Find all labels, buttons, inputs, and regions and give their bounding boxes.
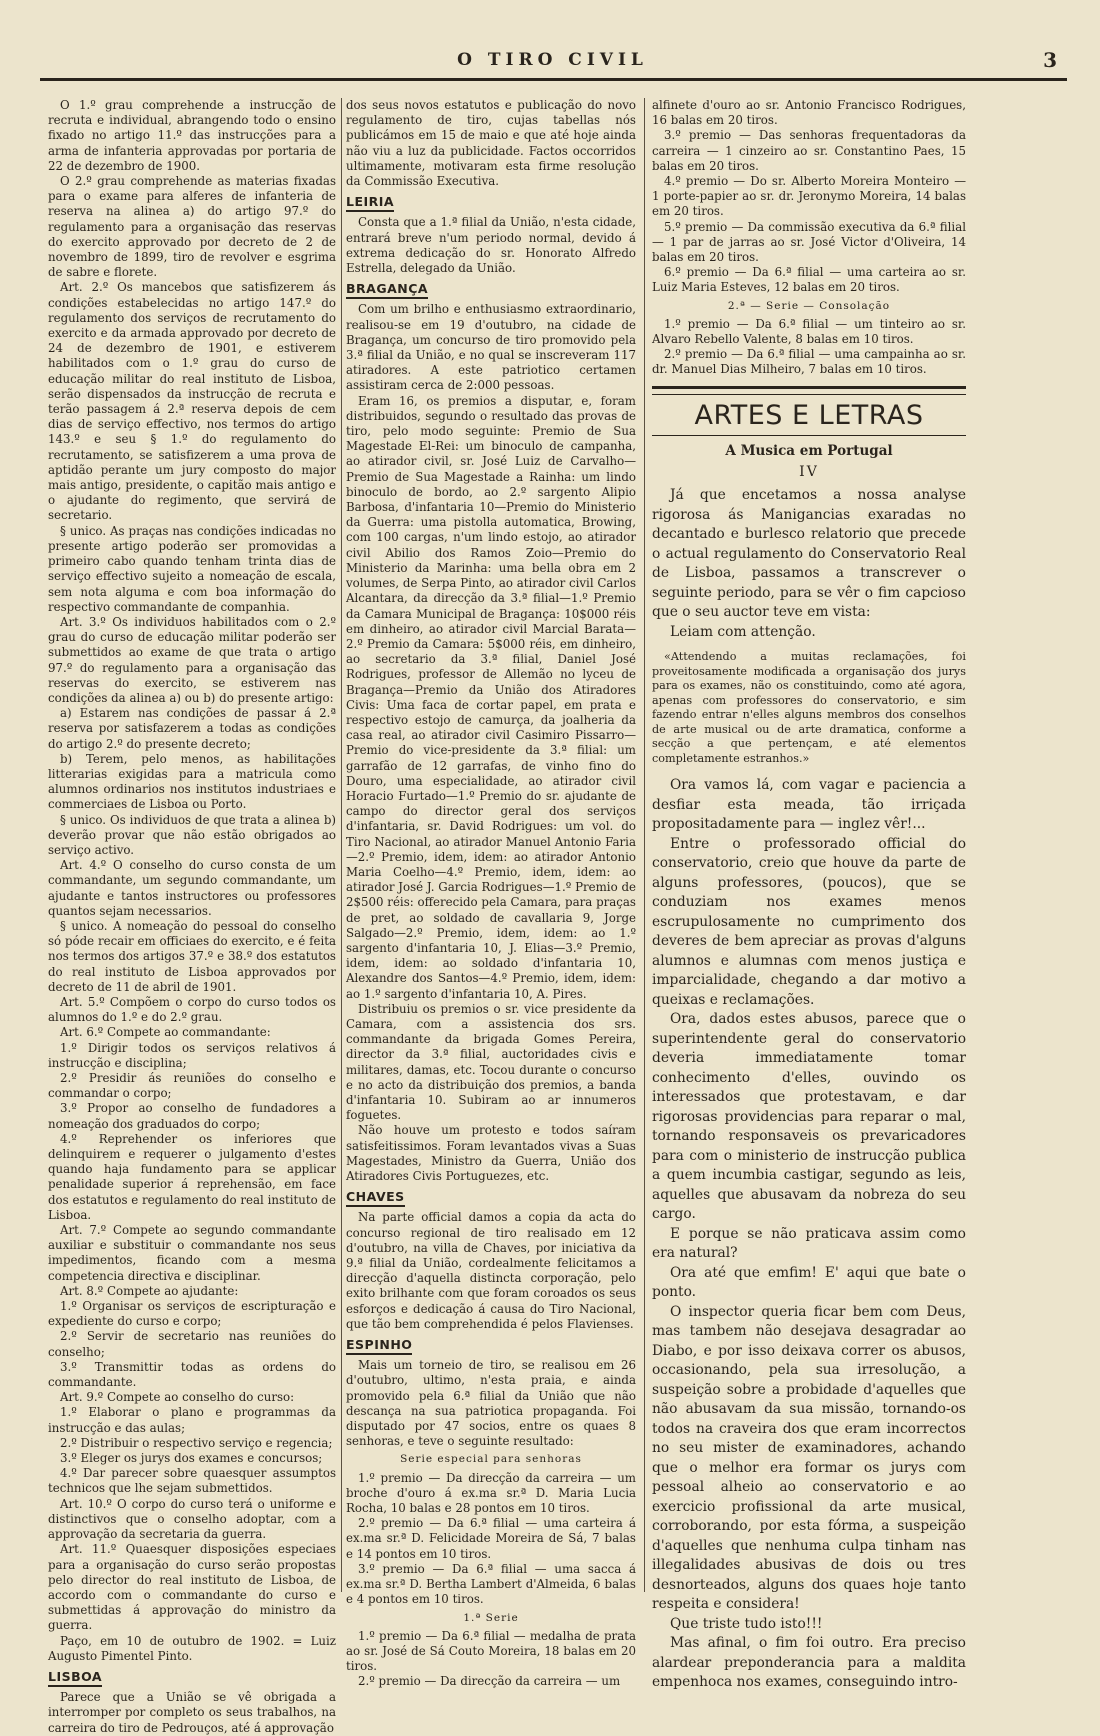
artes-e-letras-title: ARTES E LETRAS [694,399,924,431]
decree-paragraph: 1.º Organisar os serviços de escripturação e expediente do curso e corpo; [48,1299,336,1329]
section-heading-braganca: BRAGANÇA [346,281,428,299]
serie-2-label: 2.ª — Serie — Consolação [727,299,891,312]
prize-entry: 2.º premio — Da 6.ª filial — uma carteira á ex.ma sr.ª D. Felicidade Moreira de Sá, 7 balas e 14 pontos em 10 tiros. [346,1516,636,1561]
decree-paragraph: Art. 7.º Compete ao segundo commandante auxiliar e substituir o commandante nos seus impedimentos, ficando com a mesma competencia directiva e disciplinar. [48,1223,336,1283]
prize-entry: 1.º premio — Da direcção da carreira — um broche d'ouro á ex.ma sr.ª D. Maria Lucia Rocha, 10 balas e 28 pontos em 10 tiros. [346,1470,636,1516]
artes-quote: «Attendendo a muitas reclamações, foi proveitosamente modificada a organisação dos jurys para os exames, não os constituindo, como até agora, apenas com professores do conservatorio, e sim fazendo entrar n'elles alguns membros dos conselhos de arte musical ou de arte dramatica, conforme a secção a que pertençam, e até elementos completamente estranhos.» [652,650,966,765]
decree-paragraph: 1.º Elaborar o plano e programmas da instrucção e das aulas; [48,1405,336,1435]
decree-paragraph: Art. 11.º Quaesquer disposições especiaes para a organisação do curso serão propostas pelo director do real instituto de Lisboa, de accordo com o commandante do curso e submettidas á approvação do ministro da guerra. [48,1542,336,1633]
prize-entry: 2.º premio — Da 6.ª filial — uma campainha ao sr. dr. Manuel Dias Milheiro, 7 balas em 10 tiros. [652,347,966,377]
prize-entry: 2.º premio — Da direcção da carreira — um [358,1674,621,1689]
prize-entry: 3.º premio — Das senhoras frequentadoras da carreira — 1 cinzeiro ao sr. Constantino Paes, 15 balas em 20 tiros. [652,128,966,173]
artes-intro: Já que encetamos a nossa analyse rigorosa ás Manigancias exaradas no decantado e burlesco relatorio que precede o actual regulamento do Conservatorio Real de Lisboa, passamos a transcrever o seguinte periodo, para se vêr o fim capcioso que o seu auctor teve em vista: [652,487,966,621]
decree-text [48,98,336,1664]
decree-paragraph: § unico. As praças nas condições indicadas no presente artigo poderão ser promovidas a primeiro cabo quando tenham trinta dias de serviço effectivo sujeito a nomeação de escala, sem nota alguma e com boa informação do respectivo commandante de companhia. [48,523,336,614]
serie-2-prize-list [652,317,966,378]
decree-paragraph: Art. 9.º Compete ao conselho do curso: [60,1390,295,1405]
prize-entry: 1.º premio — Da 6.ª filial — medalha de prata ao sr. José de Sá Couto Moreira, 18 balas em 20 tiros. [346,1628,636,1674]
decree-paragraph: Art. 10.º O corpo do curso terá o uniforme e distinctivos que o conselho adoptar, com a approvação da secretaria da guerra. [48,1496,336,1542]
decree-paragraph: 2.º Distribuir o respectivo serviço e regencia; [60,1435,333,1450]
decree-paragraph: Art. 4.º O conselho do curso consta de um commandante, um segundo commandante, um ajudante e tantos instructores ou professores quantos sejam necessarios. [48,858,336,918]
braganca-paragraph: Não houve um protesto e todos saíram satisfeitissimos. Foram levantados vivas a Suas Magestades, Ministro da Guerra, União dos Atiradores Civis Portuguezes, etc. [346,1123,636,1184]
decree-paragraph: Art. 2.º Os mancebos que satisfizerem ás condições estabelecidas no artigo 147.º do regulamento dos serviços de recrutamento do exercito e da armada approvado por decreto de 24 de dezembro de 1901, e estiverem habilitados com o 1.º grau do curso de educação militar do real instituto de Lisboa, serão dispensados da instrucção de recruta e terão passagem á 2.ª reserva depois de cem dias de serviço effectivo, nos termos do artigo 143.º e seu § 1.º do regulamento do recrutamento, se satisfizerem a uma prova de aptidão perante um jury composto do major mais antigo, presidente, o capitão mais antigo e o ajudante do regimento, que servirá de secretario. [48,280,336,523]
page-number: 3 [1043,48,1057,72]
section-heading-chaves: CHAVES [346,1189,405,1207]
page-header [40,50,1065,74]
decree-paragraph: 3.º Propor ao conselho de fundadores a nomeação dos graduados do corpo; [48,1101,336,1131]
section-heading-espinho: ESPINHO [346,1337,412,1355]
header-rule [40,78,1067,81]
column-2 [346,98,636,1689]
column-divider [644,98,645,1592]
prize-entry: 5.º premio — Da commissão executiva da 6.ª filial — 1 par de jarras ao sr. José Victor d'Oliveira, 14 balas em 20 tiros. [652,219,966,265]
artes-paragraph: Que triste tudo isto!!! [670,1615,823,1632]
article-subtitle: A Musica em Portugal [725,442,893,459]
prize-entry: 6.º premio — Da 6.ª filial — uma carteira ao sr. Luiz Maria Esteves, 12 balas em 20 tiros. [652,265,966,295]
artes-paragraph: O inspector queria ficar bem com Deus, mas tambem não desejava desagradar ao Diabo, e por isso deixava correr os abusos, occasionando, pela sua irresolução, a suspeição sobre a probidade d'aquelles que não abusavam da sua missão, tornando-os todos na craveira dos que eram incorrectos no seu mister de examinadores, achando que o melhor era formar os jurys com pessoal alheio ao conservatorio e ao exercicio profissional da arte musical, corroborando, por esta fórma, a suspeição d'aquelles que nenhuma culpa tinham nas illegalidades abusivas de dois ou tres desnorteados, alguns dos quaes hoje tanto respeita e considera! [652,1303,966,1613]
leiria-paragraph: Consta que a 1.ª filial da União, n'esta cidade, entrará breve n'um periodo normal, devido á extrema dedicação do sr. Honorato Alfredo Estrella, delegado da União. [346,215,636,276]
article-part-number: IV [799,463,819,480]
lisboa-paragraph: Parece que a União se vê obrigada a interromper por completo os seus trabalhos, na carreira do tiro de Pedrouços, até á approvação [48,1690,336,1735]
decree-paragraph: Art. 6.º Compete ao commandante: [60,1025,271,1040]
decree-paragraph: 4.º Dar parecer sobre quaesquer assumptos technicos que lhe sejam submettidos. [48,1466,336,1496]
prize-entry: alfinete d'ouro ao sr. Antonio Francisco Rodrigues, 16 balas em 20 tiros. [652,98,966,128]
decree-paragraph: 1.º Dirigir todos os serviços relativos á instrucção e disciplina; [48,1040,336,1070]
chaves-paragraph: Na parte official damos a copia da acta do concurso regional de tiro realisado em 12 d'outubro, na villa de Chaves, por iniciativa da 9.ª filial da União, cordealmente felicitamos a direcção d'aquella distincta corporação, pelo exito brilhante com que foram coroados os seus esforços e dedicação á causa do Tiro Nacional, que tão bem comprehendida é pelos Flavienses. [346,1210,636,1331]
decree-paragraph: § unico. Os individuos de que trata a alinea b) deverão provar que não estão obrigados ao serviço activo. [48,812,336,857]
section-heading-leiria: LEIRIA [346,194,394,212]
column-divider [341,98,342,1592]
decree-paragraph: 3.º Eleger os jurys dos exames e concursos; [60,1451,323,1466]
artes-body [652,776,966,1693]
decree-paragraph: Paço, em 10 de outubro de 1902. = Luiz Augusto Pimentel Pinto. [48,1633,336,1663]
senhoras-prize-list [346,1471,636,1608]
decree-paragraph: 3.º Transmittir todas as ordens do commandante. [48,1359,336,1390]
artes-paragraph: Ora vamos lá, com vagar e paciencia a desfiar esta meada, tão irriçada propositadamente para — inglez vêr!... [652,777,966,833]
decree-paragraph: Art. 8.º Compete ao ajudante: [60,1283,239,1298]
braganca-paragraph: Distribuiu os premios o sr. vice presidente da Camara, com a assistencia dos srs. commandante da brigada Gomes Pereira, director da 3.ª filial, auctoridades civis e militares, damas, etc. Tocou durante o concurso e no acto da distribuição dos premios, a banda d'infantaria 10. Subiram ao ar innumeros foguetes. [346,1001,636,1123]
serie-1-prize-list [346,1629,636,1690]
decree-paragraph: § unico. A nomeação do pessoal do conselho só póde recair em officiaes do exercito, e é feita nos termos dos artigos 37.º e 38.º dos estatutos do real instituto de Lisboa approvados por decreto de 11 de abril de 1901. [48,918,336,994]
serie-1-prize-list-continued [652,98,966,296]
prize-entry: 1.º premio — Da 6.ª filial — um tinteiro ao sr. Alvaro Rebello Valente, 8 balas em 10 tiros. [652,316,966,347]
decree-paragraph: Art. 5.º Compõem o corpo do curso todos os alumnos do 1.º e do 2.º grau. [48,994,336,1025]
artes-rule-bottom [652,435,966,436]
decree-paragraph: Art. 3.º Os individuos habilitados com o 2.º grau do curso de educação militar poderão ser submettidos ao exame de que trata o artigo 97.º do regulamento para a organisação das reservas do exercito, se estiverem nas condições da alinea a) ou b) do presente artigo: [48,614,336,705]
lisboa-continuation: dos seus novos estatutos e publicação do novo regulamento de tiro, cujas tabellas nós publicámos em 15 de maio e que até hoje ainda não viu a luz da publicidade. Factos occorridos ultimamente, motivaram esta firme resolução da Commissão Executiva. [346,98,636,189]
decree-paragraph: b) Terem, pelo menos, as habilitações litterarias exigidas para a matricula como alumnos ordinarios nos institutos industriaes e commerciaes de Lisboa ou Porto. [48,751,336,812]
decree-paragraph: 4.º Reprehender os inferiores que delinquirem e requerer o julgamento d'estes quando haja fundamento para se applicar penalidade superior á reprehensão, em face dos estatutos e regulamento do real instituto de Lisboa. [48,1131,336,1222]
artes-paragraph: Mas afinal, o fim foi outro. Era preciso alardear preponderancia para a maldita empenhoca nos exames, conseguindo intro- [652,1635,966,1691]
braganca-paragraph: Eram 16, os premios a disputar, e, foram distribuidos, segundo o resultado das provas de tiro, pelo modo seguinte: Premio de Sua Magestade El-Rei: um binoculo de campanha, ao atirador civil, sr. José Luiz de Carvalho—Premio de Sua Magestade a Rainha: um lindo binoculo de bordo, ao 2.º sargento Alipio Barbosa, d'infantaria 10—Premio do Ministerio da Guerra: uma pistolla automatica, Browing, com 100 cargas, n'um lindo estojo, ao atirador civil Abilio dos Ramos Zoio—Premio do Ministerio da Marinha: uma bella obra em 2 volumes, de Serpa Pinto, ao atirador civil Carlos Alcantara, da direcção da 3.ª filial—1.º Premio da Camara Municipal de Bragança: 10$000 réis em dinheiro, ao atirador civil Marcial Barata—2.º Premio da Camara: 5$000 réis, em dinheiro, ao secretario da 3.ª filial, Daniel José Rodrigues, professor de Allemão no lyceu de Bragança—Premio da União dos Atiradores Civis: Uma faca de cortar papel, em prata e respectivo estojo de camurça, da joalheria da casa real, ao atirador civil Casimiro Pissarro—Premio do vice-presidente da 3.ª filial: um garrafão de 12 garrafas, de vinho fino do Douro, uma especialidade, ao atirador civil Horacio Furtado—1.º Premio do sr. ajudante de campo do director geral dos serviços d'infantaria, sr. David Rodrigues: um vol. do Tiro Nacional, ao atirador Manuel Antonio Faria—2.º Premio, idem, idem: ao atirador Antonio Maria Coelho—4.º Premio, idem, idem: ao atirador José J. Garcia Rodrigues—1.º Premio de 2$500 réis: offerecido pela Camara, para praças de pret, ao soldado de cavallaria 9, Jorge Salgado—2.º Premio, idem, idem: ao 1.º sargento d'infantaria 10, J. Elias—3.º Premio, idem, idem: ao soldado d'infantaria 10, Alexandre dos Santos—4.º Premio, idem, idem: ao 1.º sargento d'infantaria 10, A. Pires. [346,393,636,1001]
decree-paragraph: a) Estarem nas condições de passar á 2.ª reserva por satisfazerem a todas as condições do artigo 2.º do presente decreto; [48,706,336,751]
serie-1-label: 1.ª Serie [463,1611,519,1624]
newspaper-title: O TIRO CIVIL [457,50,648,70]
decree-paragraph: O 1.º grau comprehende a instrucção de recruta e individual, abrangendo todo o ensino fixado no artigo 11.º das instrucções para a arma de infanteria approvadas por portaria de 22 de dezembro de 1900. [48,98,336,173]
artes-paragraph: Ora, dados estes abusos, parece que o superintendente geral do conservatorio deveria immediatamente tomar conhecimento d'elles, ouvindo os interessados que protestavam, e dar rigorosas providencias para reparar o mal, tornando responsaveis os prevaricadores para com o ministerio de instrucção publica a quem incumbia castigar, segundo as leis, aquelles que abusavam da nobreza do seu cargo. [652,1011,966,1223]
artes-rule-top [652,386,966,395]
prize-entry: 4.º premio — Do sr. Alberto Moreira Monteiro — 1 porte-papier ao sr. dr. Jeronymo Moreira, 14 balas em 20 tiros. [652,174,966,219]
column-1 [48,98,336,1735]
column-3 [652,98,966,1691]
decree-paragraph: 2.º Servir de secretario nas reuniões do conselho; [48,1329,336,1359]
espinho-paragraph: Mais um torneio de tiro, se realisou em 26 d'outubro, ultimo, n'esta praia, e ainda promovido pela 6.ª filial da União que não descança na sua patriotica propaganda. Foi disputado por 47 socios, entre os quaes 8 senhoras, e teve o seguinte resultado: [346,1358,636,1449]
artes-paragraph: E porque se não praticava assim como era natural? [652,1225,966,1262]
braganca-paragraph: Com um brilho e enthusiasmo extraordinario, realisou-se em 19 d'outubro, na cidade de Bragança, um concurso de tiro promovido pela 3.ª filial da União, e no qual se inscreveram 117 atiradores. A este patriotico certamen assistiram cerca de 2:000 pessoas. [346,302,636,393]
artes-paragraph: Entre o professorado official do conservatorio, creio que houve da parte de alguns professores, (poucos), que se conduziam nos exames menos escrupulosamente no cumprimento dos deveres de bem apreciar as provas d'alguns alumnos e alumnas com menos justiça e imparcialidade, chegando a dar motivo a queixas e reclamações. [652,835,966,1008]
prize-entry: 3.º premio — Da 6.ª filial — uma sacca á ex.ma sr.ª D. Bertha Lambert d'Almeida, 6 balas e 4 pontos em 10 tiros. [346,1561,636,1607]
braganca-text [346,302,636,1184]
section-heading-lisboa: LISBOA [48,1669,102,1687]
decree-paragraph: 2.º Presidir ás reuniões do conselho e commandar o corpo; [48,1071,336,1101]
decree-paragraph: O 2.º grau comprehende as materias fixadas para o exame para alferes de infanteria de reserva na alinea a) do artigo 97.º do regulamento para a organisação das reservas do exercito approvado por decreto de 2 de novembro de 1899, tiro de revolver e esgrima de sabre e florete. [48,174,336,280]
serie-senhoras-label: Serie especial para senhoras [400,1453,582,1466]
artes-paragraph: Ora até que emfim! E' aqui que bate o ponto. [652,1264,966,1301]
artes-leiam: Leiam com attenção. [670,623,816,640]
